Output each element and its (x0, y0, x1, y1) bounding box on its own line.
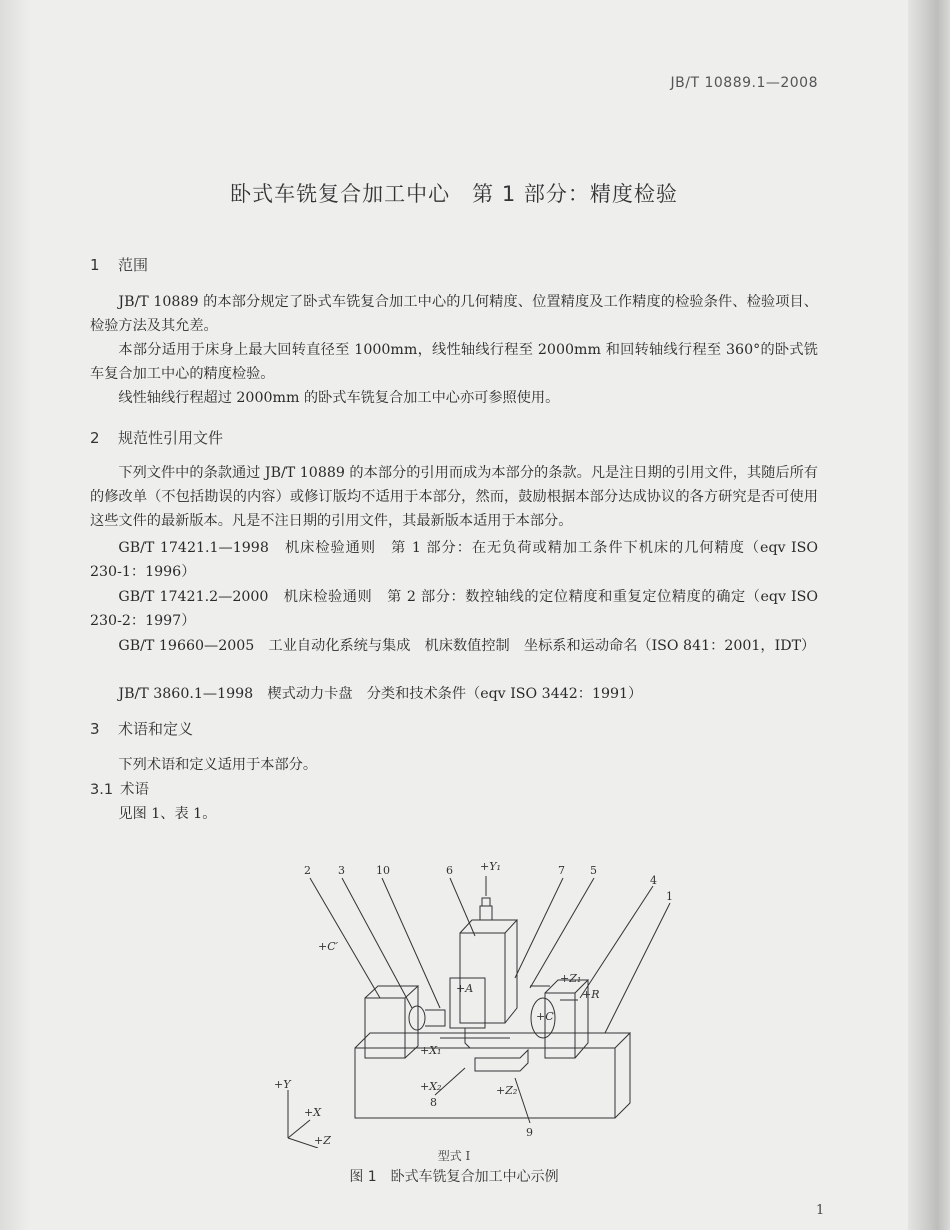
section-2-heading (90, 427, 223, 448)
figure-label: 10 (376, 864, 390, 877)
reference-item: GB/T 17421.2—2000 机床检验通则 第 2 部分：数控轴线的定位精度和重复定位精度的确定（eqv ISO 230-2：1997） (90, 589, 818, 629)
axis-label: +Z (314, 1134, 331, 1147)
section-title: 术语和定义 (118, 720, 194, 738)
section-3-heading (90, 718, 193, 739)
axis-label: +Y (274, 1078, 291, 1091)
figure-label: 7 (558, 864, 565, 877)
axis-label: +X₂ (420, 1080, 442, 1093)
figure-label: 3 (338, 864, 345, 877)
figure-label: 9 (526, 1126, 533, 1139)
scope-paragraph-1: JB/T 10889 的本部分规定了卧式车铣复合加工中心的几何精度、位置精度及工作精度的检验条件、检验项目、检验方法及其允差。 (90, 294, 818, 334)
section-number: 3 (90, 720, 100, 738)
headstock-shape (365, 998, 405, 1058)
machine-bed-shape (355, 1033, 630, 1118)
axis-label: +Z₁ (560, 972, 582, 985)
page-number: 1 (816, 1203, 825, 1218)
figure-label: 1 (666, 890, 673, 903)
subsection-3-1-heading (90, 778, 149, 799)
axis-label: +R (582, 988, 600, 1001)
section-1-heading (90, 254, 148, 275)
terms-intro: 下列术语和定义适用于本部分。 (118, 757, 318, 773)
reference-item: GB/T 19660—2005 工业自动化系统与集成 机床数值控制 坐标系和运动命名（ISO 841：2001，IDT） (118, 638, 816, 654)
machine-line-drawing (260, 858, 680, 1148)
axis-label: +X₁ (420, 1044, 442, 1057)
section-number: 1 (90, 256, 100, 274)
page-title: 卧式车铣复合加工中心 第 1 部分：精度检验 (230, 182, 678, 206)
reference-item: JB/T 3860.1—1998 楔式动力卡盘 分类和技术条件（eqv ISO 3442：1991） (118, 686, 643, 702)
figure-caption: 图 1 卧式车铣复合加工中心示例 (349, 1169, 559, 1185)
scope-paragraph-2: 本部分适用于床身上最大回转直径至 1000mm，线性轴线行程至 2000mm 和回转轴线行程至 360°的卧式铣车复合加工中心的精度检验。 (90, 342, 818, 382)
figure-label: 4 (650, 874, 657, 887)
terms-see-figure: 见图 1、表 1。 (118, 806, 217, 822)
section-title: 规范性引用文件 (118, 429, 224, 447)
subsection-number: 3.1 (90, 782, 114, 798)
normative-intro: 下列文件中的条款通过 JB/T 10889 的本部分的引用而成为本部分的条款。凡是注日期的引用文件，其随后所有的修改单（不包括勘误的内容）或修订版均不适用于本部分，然而，鼓励根据本部分达成协议的各方研究是否可使用这些文件的最新版本。凡是不注日期的引用文件，其最新版本适用于本部分。 (90, 465, 818, 529)
figure-label: 2 (304, 864, 311, 877)
figure-label: 5 (590, 864, 597, 877)
figure-label: 6 (446, 864, 453, 877)
section-number: 2 (90, 429, 100, 447)
axis-label: +Y₁ (480, 860, 501, 873)
axis-label: +A (456, 982, 474, 995)
scope-paragraph-3: 线性轴线行程超过 2000mm 的卧式车铣复合加工中心亦可参照使用。 (118, 390, 560, 406)
figure-label: 8 (430, 1096, 437, 1109)
subsection-title: 术语 (120, 782, 149, 798)
reference-item: GB/T 17421.1—1998 机床检验通则 第 1 部分：在无负荷或精加工条件下机床的几何精度（eqv ISO 230-1：1996） (90, 540, 818, 580)
section-title: 范围 (118, 256, 149, 274)
figure-1-machine-drawing (260, 858, 680, 1168)
axis-label: +C (536, 1010, 554, 1023)
standard-number: JB/T 10889.1—2008 (670, 75, 818, 91)
axis-label: +C′ (318, 940, 339, 953)
axis-label: +X (304, 1106, 322, 1119)
figure-type-caption: 型式 I (437, 1149, 471, 1163)
axis-label: +Z₂ (496, 1084, 518, 1097)
scan-edge-right (908, 0, 950, 1230)
